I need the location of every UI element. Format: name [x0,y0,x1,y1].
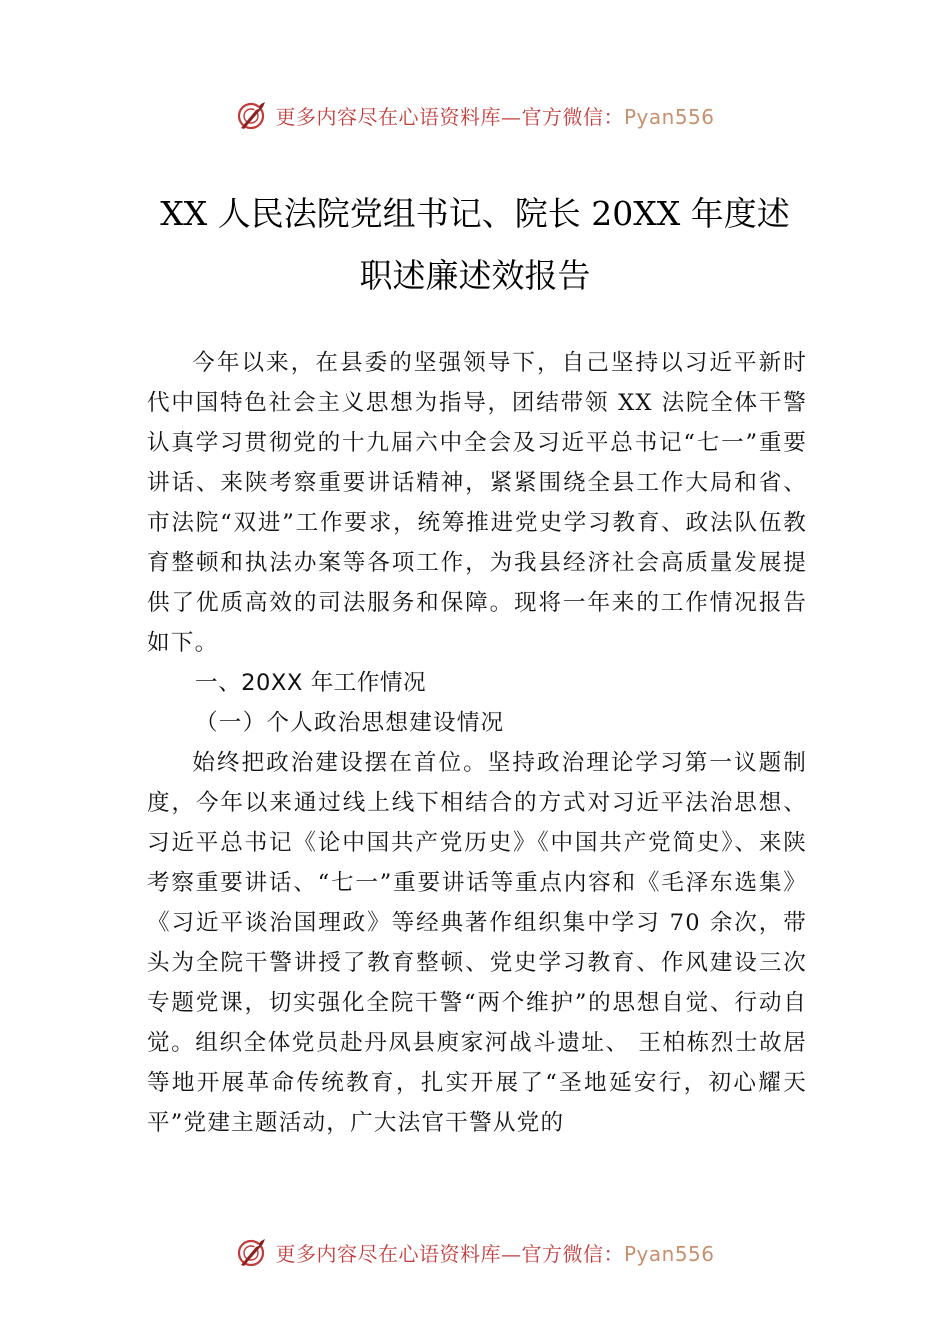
document-body [147,343,807,1143]
body-paragraph-1: 始终把政治建设摆在首位。坚持政治理论学习第一议题制度，今年以来通过线上线下相结合的方式对习近平法治思想、习近平总书记《论中国共产党历史》《中国共产党简史》、来陕考察重要讲话、“七一”重要讲话等重点内容和《毛泽东选集》《习近平谈治国理政》等经典著作组织集中学习 70 余次，带头为全院干警讲授了教育整顿、党史学习教育、作风建设三次专题党课，切实强化全院干警“两个维护”的思想自觉、行动自觉。组织全体党员赴丹凤县庾家河战斗遗址、 王柏栋烈士故居等地开展革命传统教育，扎实开展了“圣地延安行，初心耀天平”党建主题活动，广大法官干警从党的 [147,750,807,1136]
title-line-2: 职述廉述效报告 [359,256,591,295]
banner-text: 更多内容尽在心语资料库—官方微信：Pyan556 [275,1241,715,1266]
footer-watermark-banner [0,1232,950,1272]
section-heading-1: 一、20XX 年工作情况 [195,670,427,696]
subsection-heading-1: （一）个人政治思想建设情况 [195,710,505,736]
document-title [120,183,830,307]
wechat-id: Pyan556 [623,104,715,129]
pen-nib-logo-icon [235,98,269,132]
header-watermark-banner [0,95,950,135]
pen-nib-logo-icon [235,1235,269,1269]
intro-paragraph: 今年以来，在县委的坚强领导下，自己坚持以习近平新时代中国特色社会主义思想为指导，团结带领 XX 法院全体干警认真学习贯彻党的十九届六中全会及习近平总书记“七一”重要讲话、来陕考察重要讲话精神，紧紧围绕全县工作大局和省、市法院“双进”工作要求，统筹推进党史学习教育、政法队伍教育整顿和执法办案等各项工作，为我县经济社会高质量发展提供了优质高效的司法服务和保障。现将一年来的工作情况报告如下。 [147,350,807,656]
banner-text: 更多内容尽在心语资料库—官方微信：Pyan556 [275,104,715,129]
title-line-1: XX 人民法院党组书记、院长 20XX 年度述 [160,194,790,233]
wechat-id: Pyan556 [623,1241,715,1266]
